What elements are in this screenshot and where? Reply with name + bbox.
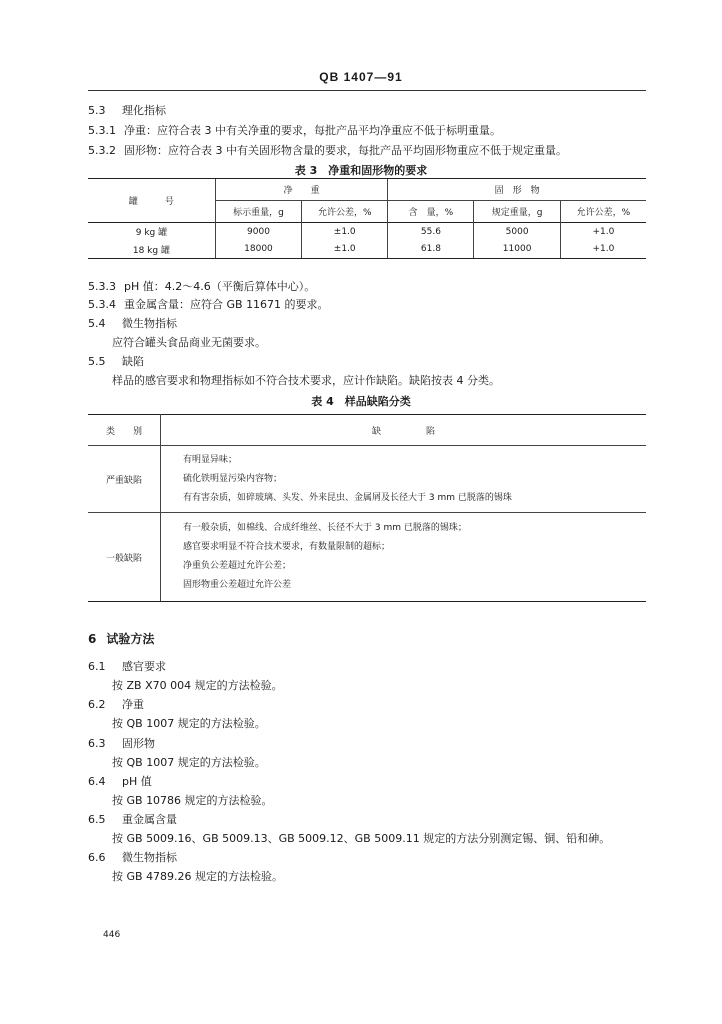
defect-item: 净重负公差超过允许公差； <box>183 561 292 571</box>
table-row <box>88 223 646 241</box>
table-3-net-weight-solids <box>88 178 646 259</box>
cell-solid-tolerance: +1.0 <box>560 241 646 259</box>
section-6-2-body: 按 QB 1007 规定的方法检验。 <box>112 717 266 730</box>
section-5-5-heading <box>88 355 144 369</box>
section-number: 6.1 <box>88 660 106 673</box>
section-number: 6.2 <box>88 698 106 711</box>
clause-number: 5.3.3 <box>88 280 116 293</box>
section-6-6-heading <box>88 851 177 865</box>
section-title: 微生物指标 <box>122 317 177 330</box>
cell-category: 严重缺陷 <box>88 446 161 513</box>
defect-item: 有明显异味； <box>183 454 238 465</box>
section-number: 6.5 <box>88 813 106 826</box>
section-6-2-heading <box>88 698 144 712</box>
section-6-5-heading <box>88 813 177 827</box>
clause-text: pH 值：4.2～4.6（平衡后算体中心）。 <box>124 280 316 293</box>
header-rule <box>88 90 646 91</box>
cell-net-tolerance: ±1.0 <box>302 241 388 259</box>
section-number: 5.5 <box>88 355 106 368</box>
clause-5-3-1 <box>88 124 501 138</box>
page-number: 446 <box>103 930 121 940</box>
col-header-solid-tolerance: 允许公差，% <box>560 201 646 223</box>
cell-defect-list <box>161 513 647 602</box>
table-row <box>88 241 646 259</box>
cell-spec-weight: 5000 <box>474 223 560 241</box>
clause-text: 净重：应符合表 3 中有关净重的要求，每批产品平均净重应不低于标明重量。 <box>124 124 501 137</box>
col-header-net-tolerance: 允许公差，% <box>302 201 388 223</box>
cell-net-tolerance: ±1.0 <box>302 223 388 241</box>
col-header-content: 含 量，% <box>388 201 474 223</box>
defect-item: 固形物重公差超过允许公差 <box>183 580 292 590</box>
section-6-6-body: 按 GB 4789.26 规定的方法检验。 <box>112 870 284 883</box>
section-6-4-heading <box>88 775 152 789</box>
clause-text: 重金属含量：应符合 GB 11671 的要求。 <box>124 298 329 311</box>
defect-item: 有有害杂质，如碎玻璃、头发、外来昆虫、金属屑及长径大于 3 mm 已脱落的锡珠 <box>183 492 512 503</box>
table-3-caption: 表 3 净重和固形物的要求 <box>294 164 428 177</box>
section-title: pH 值 <box>122 775 152 788</box>
clause-number: 5.3.4 <box>88 298 116 311</box>
section-title: 试验方法 <box>106 632 155 646</box>
defect-item: 有一般杂质，如棉线、合成纤维丝、长径不大于 3 mm 已脱落的锡珠； <box>183 523 467 533</box>
section-6-3-heading <box>88 737 155 751</box>
cell-content: 55.6 <box>388 223 474 241</box>
cell-defect-list <box>161 446 647 513</box>
section-5-4-heading <box>88 317 177 331</box>
cell-category: 一般缺陷 <box>88 513 161 602</box>
cell-can: 9 kg 罐 <box>88 223 215 241</box>
clause-5-3-3 <box>88 280 315 294</box>
section-number: 5.4 <box>88 317 106 330</box>
col-group-solids: 固 形 物 <box>388 179 646 201</box>
table-4-caption: 表 4 样品缺陷分类 <box>311 395 411 408</box>
clause-number: 5.3.1 <box>88 124 116 137</box>
section-number: 6.3 <box>88 737 106 750</box>
clause-text: 固形物：应符合表 3 中有关固形物含量的要求，每批产品平均固形物重应不低于规定重量。 <box>124 144 567 157</box>
section-6-1-body: 按 ZB X70 004 规定的方法检验。 <box>112 679 283 692</box>
clause-5-3-2 <box>88 144 567 158</box>
cell-solid-tolerance: +1.0 <box>560 223 646 241</box>
table-4-defect-classification <box>88 414 646 602</box>
defect-item: 硫化铁明显污染内容物； <box>183 473 283 484</box>
section-number: 6.6 <box>88 851 106 864</box>
section-title: 微生物指标 <box>122 851 177 864</box>
section-title: 重金属含量 <box>122 813 177 826</box>
section-title: 感官要求 <box>122 660 166 673</box>
section-6-5-body: 按 GB 5009.16、GB 5009.13、GB 5009.12、GB 5009.11 规定的方法分别测定锡、铜、铅和砷。 <box>112 832 611 845</box>
col-group-net-weight: 净 重 <box>215 179 387 201</box>
section-title: 净重 <box>122 698 144 711</box>
col-header-can: 罐 号 <box>88 179 215 223</box>
section-6-4-body: 按 GB 10786 规定的方法检验。 <box>112 794 273 807</box>
col-header-defect: 缺 陷 <box>161 415 647 446</box>
cell-spec-weight: 11000 <box>474 241 560 259</box>
clause-number: 5.3.2 <box>88 144 116 157</box>
clause-5-3-4 <box>88 298 329 312</box>
col-header-category: 类 别 <box>88 415 161 446</box>
cell-can: 18 kg 罐 <box>88 241 215 259</box>
section-6-1-heading <box>88 660 166 674</box>
section-title: 理化指标 <box>122 104 166 117</box>
col-header-labeled-weight: 标示重量，g <box>215 201 301 223</box>
section-number: 6 <box>88 632 97 646</box>
section-title: 缺陷 <box>122 355 144 368</box>
col-header-spec-weight: 规定重量，g <box>474 201 560 223</box>
defect-item: 感官要求明显不符合技术要求，有数量限制的超标； <box>183 542 391 552</box>
cell-content: 61.8 <box>388 241 474 259</box>
section-5-5-body: 样品的感官要求和物理指标如不符合技术要求，应计作缺陷。缺陷按表 4 分类。 <box>112 374 500 387</box>
cell-net-weight: 9000 <box>215 223 301 241</box>
section-number: 5.3 <box>88 104 106 117</box>
section-title: 固形物 <box>122 737 155 750</box>
section-number: 6.4 <box>88 775 106 788</box>
section-6-heading <box>88 632 154 646</box>
table-row <box>88 513 646 602</box>
cell-net-weight: 18000 <box>215 241 301 259</box>
section-6-3-body: 按 QB 1007 规定的方法检验。 <box>112 756 266 769</box>
section-5-4-body: 应符合罐头食品商业无菌要求。 <box>112 336 266 349</box>
section-5-3-heading <box>88 104 166 118</box>
page-header-standard-number: QB 1407—91 <box>319 70 403 84</box>
table-row <box>88 446 646 513</box>
